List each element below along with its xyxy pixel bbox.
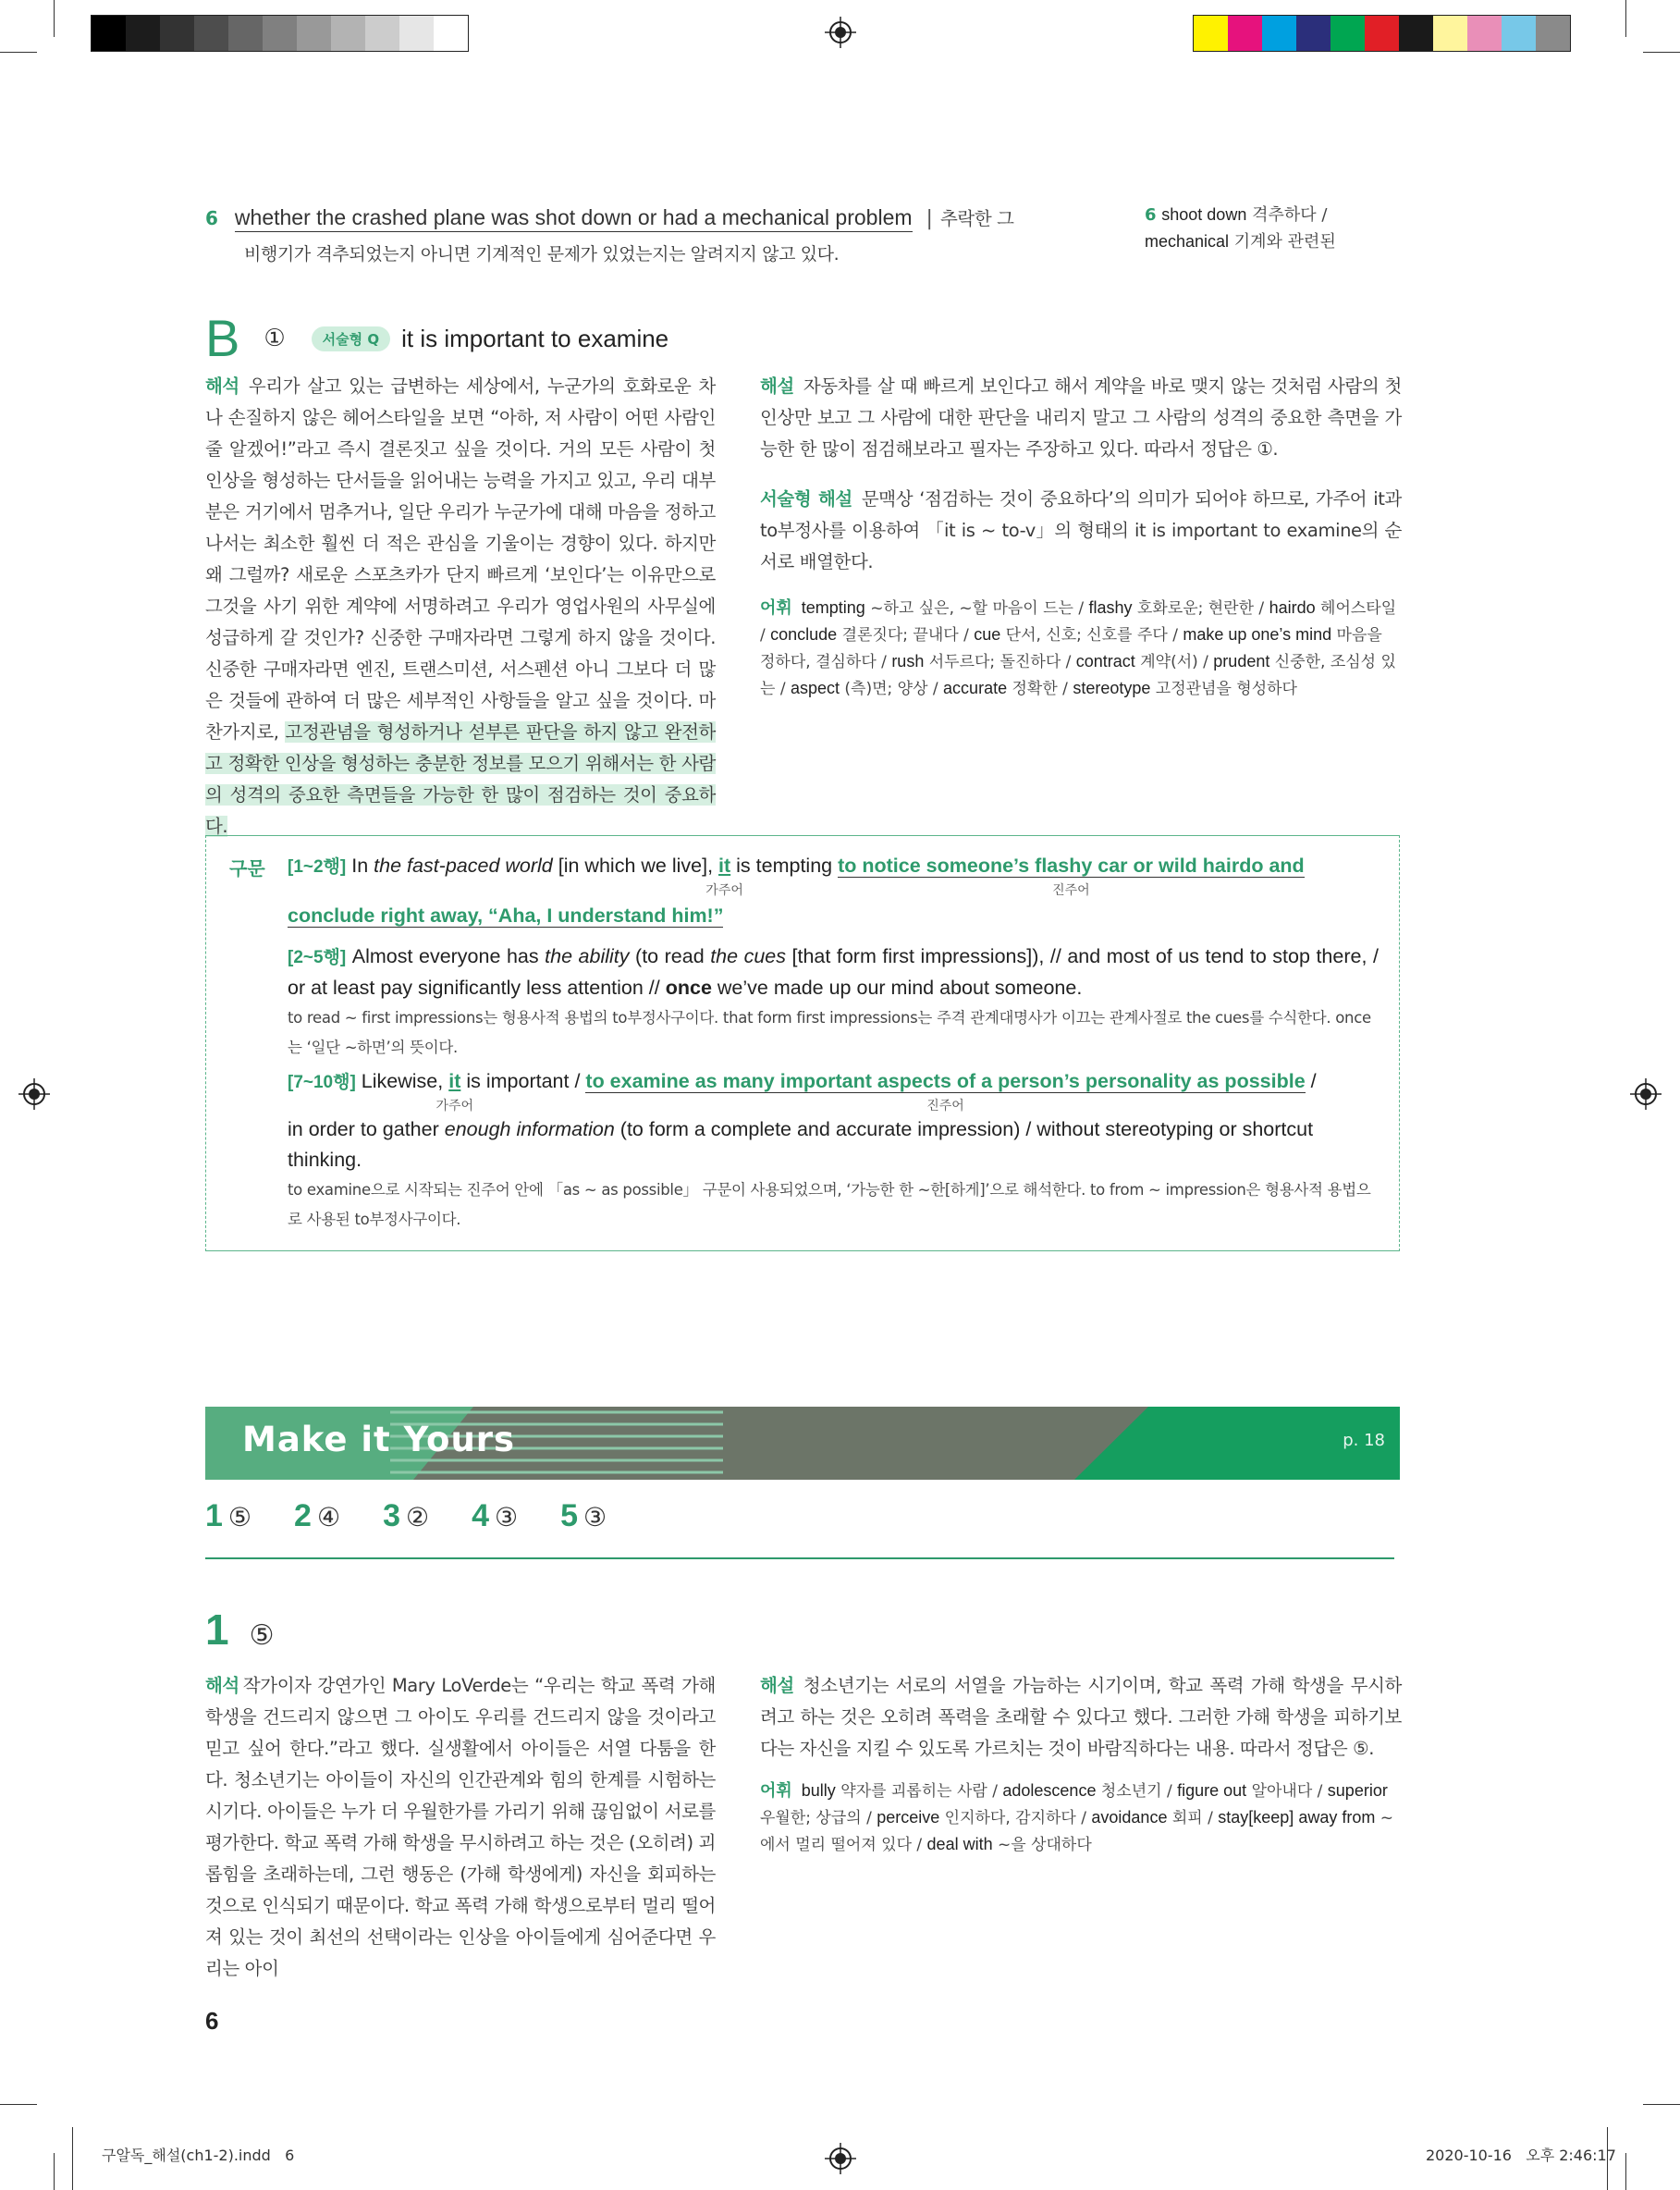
answer-item — [383, 1498, 429, 1534]
grayscale-bar — [91, 15, 469, 52]
item-6-separator: | — [926, 207, 933, 230]
answer-item — [205, 1498, 251, 1534]
section-b-header — [205, 311, 668, 366]
grammar-l1-e: to notice someone’s flashy car or wild hairdo and — [838, 855, 1305, 877]
color-swatch — [1365, 16, 1399, 51]
item-6-number: 6 — [205, 207, 218, 229]
section-b-answer-number: ① — [264, 325, 286, 352]
color-swatch — [1399, 16, 1433, 51]
section-b-answer-text: it is important to examine — [401, 324, 669, 352]
gray-swatch — [263, 16, 297, 51]
vocab-word: rush — [891, 652, 925, 671]
color-swatch — [1194, 16, 1228, 51]
vocab-word: stay[keep] away from — [1218, 1808, 1376, 1827]
grammar-l1-real-subject — [838, 855, 1305, 897]
footer-file: 구알독_해설(ch1-2).indd 6 — [102, 2147, 295, 2164]
grammar-l3-g: (to form a complete and accurate impression) / without stereotyping or shortcut thinking. — [288, 1118, 1314, 1171]
side-note-word-2: mechanical — [1145, 232, 1230, 251]
q1-header — [205, 1605, 275, 1655]
dummy-subject-tag-2: 가주어 — [435, 1098, 474, 1113]
gray-swatch — [399, 16, 434, 51]
gray-swatch — [194, 16, 228, 51]
grammar-l2-c: (to read — [635, 945, 705, 967]
grammar-line-tag-3: [7~10행] — [288, 1073, 356, 1092]
explanation-text: 자동차를 살 때 빠르게 보인다고 해서 계약을 바로 맺지 않는 것처럼 사람의 첫인상만 보고 그 사람에 대한 판단을 내리지 말고 그 사람의 성격의 중요한 측면을 가능한 한 많이 점검해보라고 필자는 주장하고 있다. 따라서 정답은 ①. — [760, 375, 1402, 460]
vocab-word: figure out — [1177, 1781, 1247, 1800]
grammar-l1-it: it — [718, 855, 731, 877]
item-6-english: whether the crashed plane was shot down or had a mechanical problem — [235, 205, 913, 232]
essay-explanation-text: 문맥상 ‘점검하는 것이 중요하다’의 의미가 되어야 하므로, 가주어 it과 to부정사를 이용하여 「it is ~ to-v」의 형태의 it is important to examine의 순서로 배열한다. — [760, 488, 1402, 572]
answer-choice: ③ — [495, 1502, 519, 1532]
vocab-meaning: 우월한; 상급의 / — [760, 1809, 872, 1827]
grammar-line-tag-1: [1~2행] — [288, 857, 347, 877]
vocab-word: avoidance — [1091, 1808, 1168, 1827]
grammar-line-tag-2: [2~5행] — [288, 948, 347, 967]
vocab-word: adolescence — [1002, 1781, 1097, 1800]
q1-answer: ⑤ — [249, 1619, 275, 1652]
vocab-word: perceive — [877, 1808, 940, 1827]
q1-number: 1 — [205, 1606, 229, 1654]
translation-label: 해석 — [205, 375, 239, 397]
vocab-word: flashy — [1088, 598, 1133, 617]
grammar-l3-it: it — [448, 1070, 461, 1092]
answer-number: 5 — [560, 1498, 579, 1533]
vocab-meaning: 약자를 괴롭히는 사람 / — [840, 1782, 998, 1801]
registration-mark-top — [825, 17, 856, 48]
side-note-meaning-2: 기계와 관련된 — [1233, 232, 1336, 252]
vocab-meaning: 알아내다 / — [1251, 1782, 1323, 1801]
answer-item — [294, 1498, 340, 1534]
translation-highlight: 고정관념을 형성하거나 섣부른 판단을 하지 않고 완전하고 정확한 인상을 형성하는 충분한 정보를 모으기 위해서는 한 사람의 성격의 중요한 측면들을 가능한 한 많이 점검하는 것이 중요하다. — [205, 721, 716, 837]
vocab-meaning: 회피 / — [1171, 1809, 1213, 1827]
answer-item — [560, 1498, 607, 1534]
vocab-word: tempting — [801, 598, 865, 617]
grammar-l1-b: the fast-paced world — [374, 855, 553, 877]
q1-translation — [205, 1670, 716, 1985]
grammar-l2-g: we’ve made up our mind about someone. — [717, 977, 1083, 999]
grammar-content — [288, 851, 1379, 1235]
grammar-l1-d: is tempting — [736, 855, 833, 877]
vocab-meaning: 인지하다, 감지하다 / — [944, 1809, 1086, 1827]
dummy-subject-tag-1: 가주어 — [705, 882, 743, 897]
answer-item — [472, 1498, 518, 1534]
grammar-l3-b: is important / — [466, 1070, 581, 1092]
side-note-word-1: shoot down — [1161, 205, 1247, 224]
vocab-meaning: 청소년기 / — [1100, 1782, 1172, 1801]
vocab-word: accurate — [943, 679, 1008, 697]
color-swatch — [1228, 16, 1262, 51]
color-swatch — [1296, 16, 1331, 51]
color-swatch — [1536, 16, 1570, 51]
grammar-l2-f: there, / or at least pay significantly less attention // — [288, 945, 1379, 999]
vocab-meaning: 단서, 신호; 신호를 주다 / — [1005, 626, 1178, 645]
grammar-note-2: to read ~ first impressions는 형용사적 용법의 to부정사구이다. that form first impressions는 주격 관계대명사가 이끄는 관계사절로 the cues를 수식한다. once는 ‘일단 ~하면’의 뜻이다. — [288, 1009, 1371, 1056]
grammar-l2-b: the ability — [545, 945, 630, 967]
essay-explanation — [760, 484, 1402, 578]
q1-translation-label: 해석 — [205, 1675, 239, 1696]
grammar-l2-d: the cues — [710, 945, 787, 967]
essay-explanation-label: 서술형 해설 — [760, 488, 852, 510]
gray-swatch — [297, 16, 331, 51]
grammar-label: 구문 — [229, 857, 265, 880]
registration-mark-bottom — [825, 2143, 856, 2174]
vocab-meaning: 신중한, 조심성 있는 / — [760, 653, 1396, 698]
grammar-l1-f: conclude right away, “Aha, I understand him!” — [288, 904, 724, 927]
grammar-l1-a: In — [351, 855, 369, 877]
q1-explanation-text: 청소년기는 서로의 서열을 가늠하는 시기이며, 학교 폭력 가해 학생을 무시하려고 하는 것은 오히려 폭력을 초래할 수 있다고 했다. 그러한 가해 학생을 피하기보다는 자신을 지킬 수 있도록 가르치는 것이 바람직하다는 내용. 따라서 정답은 ⑤. — [760, 1675, 1402, 1759]
vocab-meaning: 정확한 / — [1012, 680, 1068, 698]
answer-choice: ④ — [316, 1502, 341, 1532]
gray-swatch — [126, 16, 160, 51]
vocabulary — [760, 595, 1402, 702]
grammar-l1-c: [in which we live], — [558, 855, 714, 877]
vocab-meaning: ~에서 멀리 떨어져 있다 / — [760, 1809, 1393, 1854]
grammar-l3-e: in order to gather — [288, 1118, 439, 1140]
translation-text: 우리가 살고 있는 급변하는 세상에서, 누군가의 호화로운 차나 손질하지 않은 헤어스타일을 보면 “아하, 저 사람이 어떤 사람인 줄 알겠어!”라고 즉시 결론짓고 싶을 것이다. 거의 모든 사람이 첫인상을 형성하는 단서들을 읽어내는 능력을 가지고 있고, 우리 대부분은 거기에서 멈추거나, 일단 우리가 누군가에 대해 마음을 정하고 나서는 최소한 훨씬 더 적은 관심을 기울이는 경향이 있다. 하지만 왜 그럴까? 새로운 스포츠카가 단지 빠르게 ‘보인다’는 이유만으로 그것을 사기 위한 계약에 서명하려고 우리가 영업사원의 사무실에 성급하게 갈 것인가? 신중한 구매자라면 그렇게 하지 않을 것이다. 신중한 구매자라면 엔진, 트랜스미션, 서스펜션 아니 그보다 더 많은 것들에 관하여 더 많은 세부적인 사항들을 알고 싶을 것이다. 마찬가지로, — [205, 375, 716, 743]
color-swatch — [1262, 16, 1296, 51]
vocab-word: conclude — [770, 625, 838, 644]
explanation-label: 해설 — [760, 375, 794, 397]
page-number: 6 — [205, 2007, 219, 2035]
essay-question-badge: 서술형 Q — [312, 326, 390, 351]
grammar-l1-dummy-subject — [705, 855, 743, 897]
color-bar — [1193, 15, 1571, 52]
q1-translation-text: 작가이자 강연가인 Mary LoVerde는 “우리는 학교 폭력 가해 학생을 건드리지 않으면 그 아이도 우리를 건드리지 않을 것이라고 믿고 싶어 한다.”라고 했다. 실생활에서 아이들은 서열 다툼을 한다. 청소년기는 아이들이 자신의 인간관계와 힘의 한계를 시험하는 시기다. 아이들은 누가 더 우월한가를 가리기 위해 끊임없이 서로를 평가한다. 학교 폭력 가해 학생을 무시하려고 하는 것은 (오히려) 괴롭힘을 초래하는데, 그런 행동은 (가해 학생에게) 자신을 회피하는 것으로 인식되기 때문이다. 학교 폭력 가해 학생으로부터 멀리 떨어져 있는 것이 최선의 선택이라는 인상을 아이들에게 심어준다면 우리는 아이 — [205, 1675, 716, 1979]
vocab-word: stereotype — [1073, 679, 1151, 697]
vocab-meaning: 헤어스타일 / — [760, 599, 1397, 645]
q1-explanation — [760, 1670, 1402, 1765]
gray-swatch — [92, 16, 126, 51]
grammar-l2-a: Almost everyone has — [351, 945, 539, 967]
footer-timestamp: 2020-10-16 오후 2:46:17 — [1426, 2147, 1616, 2164]
vocab-meaning: (측)면; 양상 / — [844, 680, 938, 698]
grammar-l3-c: to examine as many important aspects of a person’s personality as possible — [585, 1070, 1306, 1092]
registration-mark-left — [18, 1078, 50, 1110]
vocab-word: make up one’s mind — [1183, 625, 1332, 644]
grammar-l3-f: enough information — [444, 1118, 615, 1140]
item-6-side-note — [1145, 202, 1385, 255]
grammar-l2-e: [that form first impressions]), // and most of us tend to stop — [791, 945, 1310, 967]
vocab-meaning: 호화로운; 현란한 / — [1136, 599, 1265, 618]
gray-swatch — [331, 16, 365, 51]
vocab-meaning: ~하고 싶은, ~할 마음이 드는 / — [870, 599, 1085, 618]
q1-explanation-column — [760, 1670, 1402, 1858]
item-6-korean-2: 비행기가 격추되었는지 아니면 기계적인 문제가 있었는지는 알려지지 않고 있다. — [244, 244, 840, 265]
section-b-explanation-column — [760, 371, 1402, 702]
section-b-translation — [205, 371, 716, 843]
vocab-meaning: 서두르다; 돌진하다 / — [928, 653, 1072, 671]
answer-choice: ② — [405, 1502, 430, 1532]
gray-swatch — [365, 16, 399, 51]
answer-number: 2 — [294, 1498, 312, 1533]
vocab-word: contract — [1075, 652, 1135, 671]
vocab-word: aspect — [790, 679, 840, 697]
gray-swatch — [434, 16, 468, 51]
vocab-meaning: ~을 상대하다 — [998, 1836, 1092, 1854]
color-swatch — [1502, 16, 1536, 51]
vocab-word: prudent — [1213, 652, 1270, 671]
banner-page-ref: p. 18 — [1343, 1431, 1385, 1450]
vocab-meaning: 결론짓다; 끝내다 / — [841, 626, 969, 645]
vocab-word: hairdo — [1269, 598, 1316, 617]
answer-number: 3 — [383, 1498, 400, 1533]
q1-explanation-label: 해설 — [760, 1675, 794, 1696]
color-swatch — [1433, 16, 1467, 51]
vocab-meaning: 고정관념을 형성하다 — [1155, 680, 1297, 698]
side-note-meaning-1: 격추하다 / — [1252, 205, 1328, 225]
color-swatch — [1467, 16, 1502, 51]
answers-row — [205, 1498, 607, 1534]
q1-vocabulary — [760, 1778, 1402, 1858]
make-it-yours-banner — [205, 1407, 1400, 1480]
gray-swatch — [228, 16, 263, 51]
grammar-l3-a: Likewise, — [361, 1070, 444, 1092]
answer-choice: ③ — [583, 1502, 607, 1532]
explanation — [760, 371, 1402, 465]
vocabulary-label: 어휘 — [760, 598, 792, 618]
item-6 — [205, 202, 1111, 270]
vocab-word: superior — [1327, 1781, 1388, 1800]
q1-vocabulary-label: 어휘 — [760, 1781, 792, 1801]
vocab-word: cue — [974, 625, 1001, 644]
answer-number: 4 — [472, 1498, 490, 1533]
grammar-l3-d: / — [1310, 1070, 1317, 1092]
real-subject-tag-1: 진주어 — [1052, 882, 1090, 897]
item-6-korean-1: 추락한 그 — [939, 208, 1014, 229]
grammar-note-3: to examine으로 시작되는 진주어 안에 「as ~ as possible」 구문이 사용되었으며, ‘가능한 한 ~한[하게]’으로 해석한다. to from ~ impression은 형용사적 용법으로 사용된 to부정사구이다. — [288, 1181, 1371, 1228]
banner-title: Make it Yours — [242, 1420, 516, 1459]
color-swatch — [1331, 16, 1365, 51]
grammar-l2-once: once — [665, 977, 712, 999]
section-letter: B — [205, 309, 240, 367]
real-subject-tag-2: 진주어 — [926, 1098, 964, 1113]
vocab-meaning: 계약(서) / — [1140, 653, 1208, 671]
registration-mark-right — [1630, 1078, 1662, 1110]
vocab-word: deal with — [926, 1835, 993, 1853]
gray-swatch — [160, 16, 194, 51]
answer-number: 1 — [205, 1498, 223, 1533]
vocab-meaning: 마음을 정하다, 결심하다 / — [760, 626, 1382, 671]
answer-choice: ⑤ — [227, 1502, 252, 1532]
grammar-l3-dummy-subject — [435, 1070, 474, 1113]
vocab-word: bully — [801, 1781, 836, 1800]
side-note-number: 6 — [1145, 205, 1157, 225]
answers-divider — [205, 1557, 1394, 1559]
grammar-l3-real-subject — [585, 1070, 1306, 1113]
